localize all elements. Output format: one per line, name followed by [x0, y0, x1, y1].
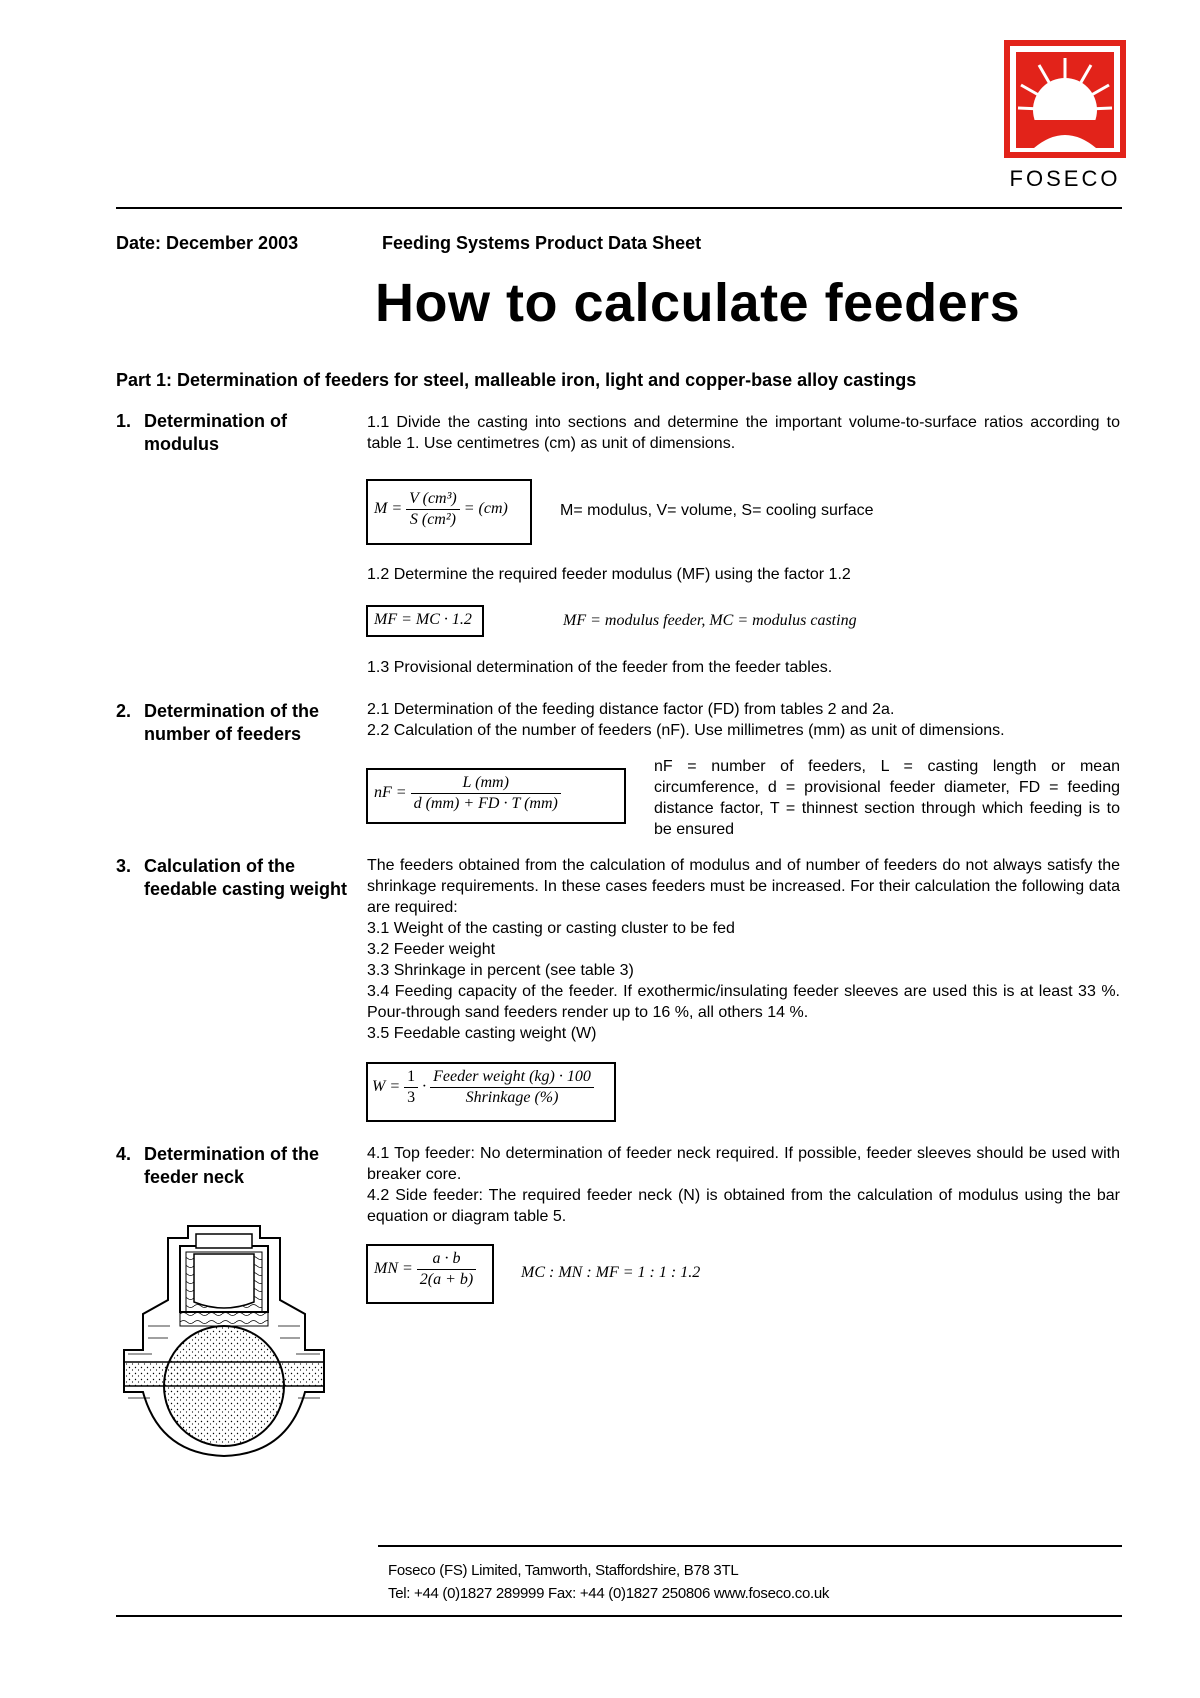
list-item: 3.2 Feeder weight: [367, 941, 496, 958]
section-4-heading: [116, 1143, 346, 1191]
part-heading: Part 1: Determination of feeders for steel, malleable iron, light and copper-base alloy castings: [116, 370, 917, 390]
formula-lhs: nF =: [374, 784, 407, 802]
section-number: 3.: [116, 856, 132, 876]
feeder-casting-illustration: [110, 1222, 338, 1462]
formula-feeder-neck: [366, 1244, 494, 1304]
foseco-logo: [1004, 40, 1126, 190]
modulus-legend: M= modulus, V= volume, S= cooling surface: [560, 502, 874, 519]
number-of-feeders-legend: nF = number of feeders, L = casting length or mean circumference, d = provisional feeder diameter, FD = feeding distance factor, T = thinnest section through which feeding is to be ensured: [654, 758, 1120, 838]
formula-denominator: d (mm) + FD · T (mm): [413, 795, 558, 812]
date-label: Date: December 2003: [116, 233, 299, 253]
paragraph: 4.1 Top feeder: No determination of feeder neck required. If possible, feeder sleeves should be used with breaker core.: [367, 1145, 1120, 1183]
formula-rhs: = (cm): [463, 500, 508, 518]
formula-denominator: 3: [407, 1089, 416, 1106]
formula-lhs: W =: [372, 1078, 401, 1096]
section-2-text: [367, 699, 1120, 741]
paragraph: 4.2 Side feeder: The required feeder neck (N) is obtained from the calculation of modulus using the bar equation or diagram table 5.: [367, 1187, 1120, 1225]
section-title: Determination of modulus: [144, 411, 288, 454]
sheet-label: Feeding Systems Product Data Sheet: [382, 233, 702, 253]
section-number: 2.: [116, 701, 132, 721]
formula-feeder-modulus: [366, 605, 484, 637]
feeder-modulus-legend: MF = modulus feeder, MC = modulus casting: [563, 612, 857, 629]
formula-denominator: Shrinkage (%): [465, 1089, 559, 1106]
footer-address: Foseco (FS) Limited, Tamworth, Staffordshire, B78 3TL: [388, 1562, 739, 1579]
section-title: Calculation of the feedable casting weight: [144, 856, 348, 899]
section-4-text: [367, 1143, 1120, 1227]
section-number: 1.: [116, 411, 132, 431]
paragraph: 2.2 Calculation of the number of feeders (nF). Use millimetres (mm) as unit of dimensions.: [367, 722, 1005, 739]
foseco-logo-wordmark: FOSECO: [1009, 166, 1121, 190]
formula-fraction: [406, 490, 460, 529]
list-item: 3.5 Feedable casting weight (W): [367, 1025, 597, 1042]
formula-text: MF = MC · 1.2: [374, 611, 472, 628]
paragraph: The feeders obtained from the calculation of modulus and of number of feeders do not always satisfy the shrinkage requirements. In these cases feeders must be increased. For their calculation the following data are required:: [367, 857, 1120, 916]
paragraph: 1.2 Determine the required feeder modulus (MF) using the factor 1.2: [367, 566, 851, 583]
section-3-heading: [116, 855, 346, 925]
footer-contact: Tel: +44 (0)1827 289999 Fax: +44 (0)1827 250806 www.foseco.co.uk: [388, 1585, 830, 1602]
list-item: 3.1 Weight of the casting or casting cluster to be fed: [367, 920, 735, 937]
formula-lhs: MN =: [374, 1260, 413, 1278]
formula-numerator: 1: [404, 1068, 418, 1088]
formula-numerator: V (cm³): [406, 490, 460, 510]
formula-denominator: S (cm²): [409, 511, 456, 528]
footer-rule-bottom: [116, 1615, 1122, 1617]
paragraph: 1.1 Divide the casting into sections and determine the important volume-to-surface ratios according to table 1. Use centimetres (cm) as unit of dimensions.: [367, 414, 1120, 452]
section-title: Determination of the feeder neck: [144, 1144, 320, 1187]
foseco-logo-icon: [1004, 40, 1126, 190]
footer-rule-top: [378, 1545, 1122, 1547]
section-number: 4.: [116, 1144, 132, 1164]
formula-dot: ·: [422, 1078, 427, 1096]
page-title: How to calculate feeders: [375, 273, 1021, 333]
top-rule: [116, 207, 1122, 209]
ratio-legend: MC : MN : MF = 1 : 1 : 1.2: [521, 1264, 701, 1281]
formula-fraction: [404, 1068, 418, 1107]
formula-numerator: a · b: [417, 1250, 476, 1270]
formula-fraction: [430, 1068, 594, 1107]
section-3-text: [367, 855, 1120, 1044]
formula-modulus: [366, 479, 532, 545]
formula-denominator: 2(a + b): [419, 1271, 474, 1288]
section-1-p3: [367, 657, 1120, 678]
formula-fraction: [417, 1250, 476, 1289]
formula-feedable-weight: [366, 1062, 616, 1122]
formula-fraction: [411, 774, 561, 813]
section-2-heading: [116, 700, 346, 748]
formula-numerator: L (mm): [411, 774, 561, 794]
section-title: Determination of the number of feeders: [144, 701, 320, 744]
list-item: 3.3 Shrinkage in percent (see table 3): [367, 962, 634, 979]
feeder-neck-diagram: [110, 1222, 338, 1462]
formula-lhs: M =: [374, 500, 403, 518]
formula-number-of-feeders: [366, 768, 626, 824]
section-1-p2: [367, 564, 1120, 585]
list-item: 3.4 Feeding capacity of the feeder. If exothermic/insulating feeder sleeves are used this is at least 33 %. Pour-through sand feeders render up to 16 %, all others 14 %.: [367, 983, 1120, 1021]
section-1-p1: [367, 412, 1120, 454]
formula-numerator: Feeder weight (kg) · 100: [430, 1068, 594, 1088]
paragraph: 2.1 Determination of the feeding distance factor (FD) from tables 2 and 2a.: [367, 701, 895, 718]
section-1-heading: [116, 410, 346, 458]
paragraph: 1.3 Provisional determination of the feeder from the feeder tables.: [367, 659, 833, 676]
